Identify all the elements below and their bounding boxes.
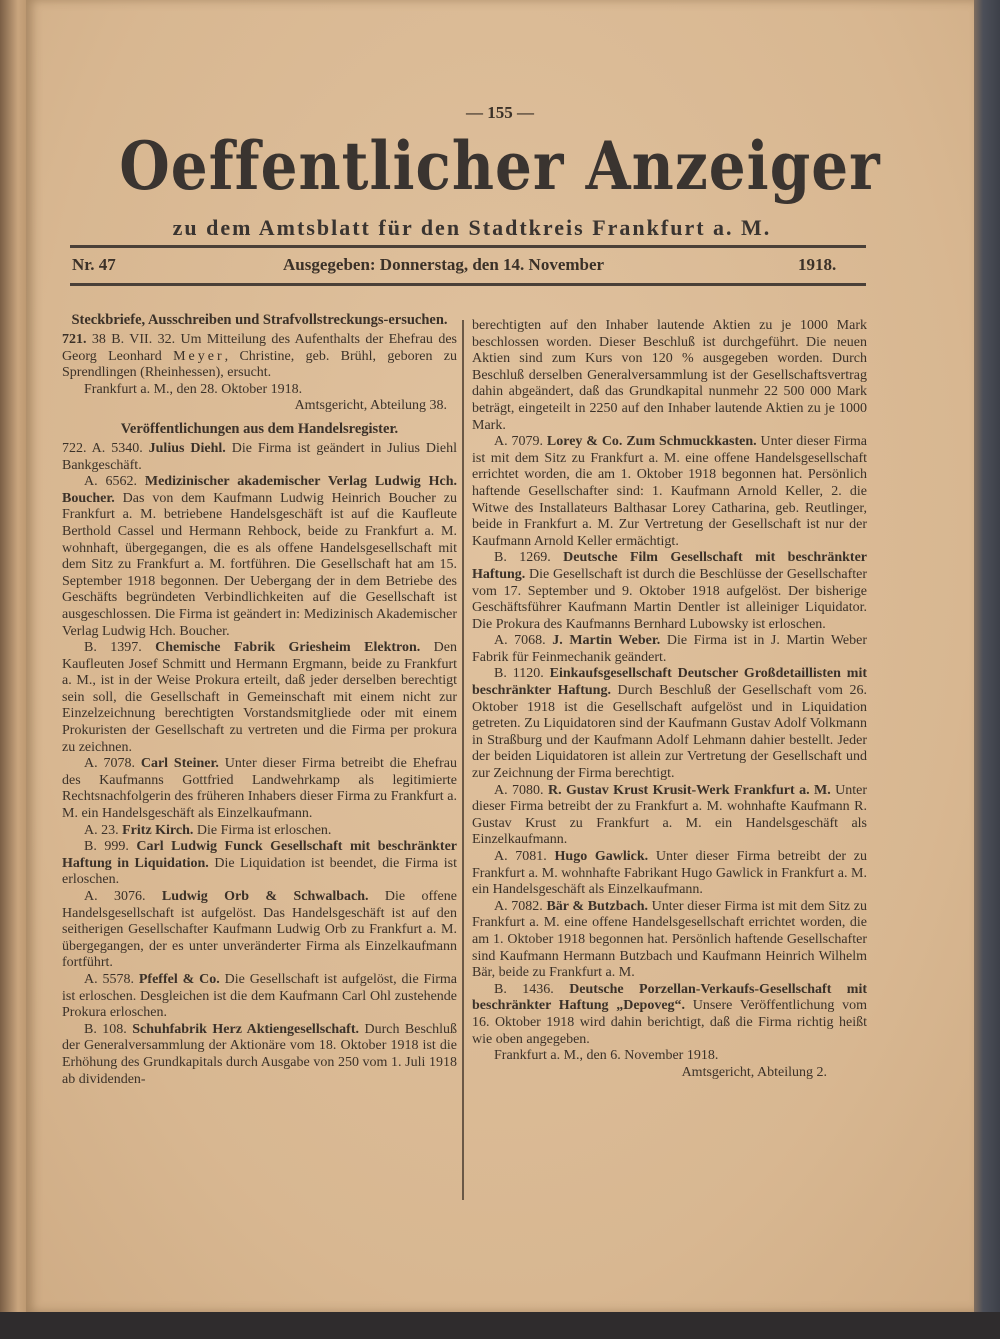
register-entries	[62, 441, 457, 1088]
entry-reference: A. 6562.	[84, 474, 137, 490]
notice-721	[62, 332, 457, 382]
entry-firm-name: J. Martin Weber.	[552, 633, 661, 649]
register-entry	[62, 756, 457, 822]
register-entry	[472, 550, 867, 633]
masthead-rule-bottom	[70, 283, 866, 286]
register-entry	[62, 474, 457, 640]
entry-firm-name: Fritz Kirch.	[122, 822, 194, 838]
entry-firm-name: Lorey & Co. Zum Schmuckkasten.	[546, 434, 757, 450]
entry-text: Unter dieser Firma ist mit dem Sitz zu Frankfurt a. M. eine offene Handelsgesellschaft errichtet worden, die am 1. Oktober 1918 begonnen hat. Persönlich haftende Gesellschafter sind Kaufmann Hermann Butzbach und Kaufmann Heinrich Wilhelm Bär, beide zu Frankfurt a. M.	[472, 898, 867, 981]
issue-number: Nr. 47	[72, 255, 116, 274]
entry-text: Die Firma ist in J. Martin Weber Fabrik für Feinmechanik geändert.	[472, 633, 868, 665]
entry-firm-name: Einkaufsgesellschaft Deutscher Großdetaillisten mit beschränkter Haftung.	[472, 666, 868, 699]
register-entry	[62, 839, 457, 889]
entry-reference: B. 1436.	[494, 981, 554, 997]
entry-reference: A. 7080.	[494, 782, 544, 798]
register-entry	[472, 633, 867, 666]
register-entry	[472, 849, 867, 899]
entry-text: , Christine, geb. Brühl, geboren zu Sprendlingen (Rheinhessen), ersucht.	[62, 348, 458, 381]
register-entry	[62, 889, 457, 972]
masthead-title: Oeffentlicher Anzeiger	[119, 126, 881, 206]
entry-text: Die Firma ist geändert in Julius Diehl Bankgeschäft.	[62, 440, 458, 473]
masthead-subtitle: zu dem Amtsblatt für den Stadtkreis Frankfurt a. M.	[172, 215, 772, 240]
court-signature: Amtsgericht, Abteilung 38.	[294, 398, 447, 414]
issue-year: 1918.	[798, 255, 837, 274]
entry-number: 721.	[62, 332, 87, 347]
place-date: Frankfurt a. M., den 6. November 1918.	[494, 1048, 719, 1064]
entry-reference: A. 7082.	[494, 898, 543, 914]
entry-reference: B. 1120.	[494, 666, 544, 682]
entry-firm-name: Medizinischer akademischer Verlag Ludwig Hch. Boucher.	[62, 474, 457, 506]
entry-firm-name: Julius Diehl.	[148, 440, 226, 456]
entry-reference: B. 1397.	[84, 640, 142, 656]
entry-text: Die Gesellschaft ist aufgelöst, die Firma ist erloschen. Desgleichen ist die dem Kaufmann Carl Ohl zustehende Prokura erloschen.	[62, 971, 457, 1021]
entry-reference: A. 5578.	[84, 971, 134, 987]
register-entry	[472, 899, 867, 982]
entry-text: Unsere Veröffentlichung vom 16. Oktober 1918 wird dahin berichtigt, daß die Firma richtig heißt wie oben angegeben.	[472, 998, 868, 1047]
section-heading-register: Veröffentlichungen aus dem Handelsregister.	[120, 420, 399, 437]
entry-firm-name: Ludwig Orb & Schwalbach.	[161, 889, 369, 904]
register-entry	[62, 1022, 457, 1088]
register-entry	[62, 640, 457, 756]
entry-text: Die Firma ist erloschen.	[196, 822, 332, 838]
entry-reference: A. 7081.	[494, 849, 547, 864]
entry-reference: B. 999.	[84, 839, 129, 855]
entry-text: Den Kaufleuten Josef Schmitt und Hermann Ergmann, beide zu Frankfurt a. M., ist in der Weise Prokura erteilt, daß jeder derselben berechtigt sein soll, die Gesellschaft in Gemeinschaft mit einem nicht zur Einzelzeichnung berechtigten Vorstandsmitgliede oder mit einem Prokuristen der Gesellschaft zu vertreten und die Firma per prokura zu zeichnen.	[62, 640, 457, 755]
section-heading-warrants: Steckbriefe, Ausschreiben und Strafvollstreckungs-ersuchen.	[71, 312, 448, 328]
entry-reference: A. 7078.	[84, 756, 135, 772]
entry-firm-name: Schuhfabrik Herz Aktiengesellschaft.	[132, 1021, 359, 1037]
page-number: — 155 —	[466, 103, 534, 122]
entry-text: Unter dieser Firma betreibt der zu Frankfurt a. M. wohnhafte Kaufmann R. Gustav Krust zu Frankfurt a. M. ein Handelsgeschäft als Einzelkaufmann.	[472, 782, 868, 848]
entry-firm-name: Hugo Gawlick.	[554, 849, 649, 864]
left-column	[62, 312, 457, 1088]
entry-reference: A. 3076.	[84, 889, 146, 904]
register-entry	[62, 441, 457, 474]
register-entry	[472, 666, 867, 782]
entry-text: Die Gesellschaft ist durch die Beschlüsse der Gesellschafter vom 17. September und 9. Oktober 1918 aufgelöst. Der bisherige Geschäftsführer Kaufmann Martin Dentler ist alleiniger Liquidator. Die Prokura des Kaufmanns Bernhard Lubowsky ist erloschen.	[472, 566, 868, 632]
entry-firm-name: R. Gustav Krust Krusit-Werk Frankfurt a. M.	[547, 782, 831, 798]
continuation-text: berechtigten auf den Inhaber lautende Aktien zu je 1000 Mark beschlossen worden. Dieser Beschluß ist durchgeführt. Die neuen Aktien sind zum Kurs von 120 % ausgegeben worden. Durch Beschluß derselben Generalversammlung ist der Gesellschaftsvertrag dahin abgeändert, daß das Grundkapital nunmehr 22 500 000 Mark beträgt, eingeteilt in 2250 auf den Inhaber lautende Aktien zu je 1000 Mark.	[472, 318, 867, 433]
register-entry	[62, 972, 457, 1022]
court-signature: Amtsgericht, Abteilung 2.	[681, 1064, 827, 1080]
entry-reference: A. 7068.	[494, 633, 546, 649]
entry-text: Unter dieser Firma betreibt der zu Frankfurt a. M. wohnhafte Fabrikant Hugo Gawlick in Frankfurt a. M. ein Handelsgeschäft als Einzelkaufmann.	[472, 849, 867, 898]
entry-text: Durch Beschluß der Gesellschaft vom 26. Oktober 1918 ist die Gesellschaft aufgelöst und in Liquidation getreten. Zu Liquidatoren sind der Kaufmann Gustav Adolf Volkmann in Straßburg und der Kaufmann Adolf Lehmann dahier bestellt. Jeder der beiden Liquidatoren ist allein zur Vertretung der Gesellschaft und zur Zeichnung der Firma berechtigt.	[472, 683, 868, 782]
entry-reference: 38 B. VII. 32.	[91, 332, 176, 347]
entry-firm-name: Bär & Butzbach.	[546, 898, 648, 914]
entry-firm-name: Deutsche Film Gesellschaft mit beschränkter Haftung.	[472, 550, 867, 582]
column-divider	[462, 320, 464, 1200]
entry-firm-name: Carl Ludwig Funck Gesellschaft mit beschränkter Haftung in Liquidation.	[62, 839, 458, 871]
place-date: Frankfurt a. M., den 28. Oktober 1918.	[84, 381, 303, 397]
entry-text: Die Liquidation ist beendet, die Firma ist erloschen.	[62, 855, 457, 888]
masthead-rule-top	[70, 245, 866, 248]
entry-reference: A. 23.	[84, 822, 119, 838]
entry-reference: B. 108.	[84, 1021, 127, 1037]
register-entries	[472, 434, 867, 1048]
register-entry	[472, 982, 867, 1048]
register-entry	[62, 823, 457, 840]
entry-text: Die offene Handelsgesellschaft ist aufgelöst. Das Handelsgeschäft ist auf den seitherigen Gesellschafter Kaufmann Ludwig Orb zu Frankfurt a. M. übergegangen, der es unter unveränderter Firma als Einzelkaufmann fortführt.	[62, 889, 457, 971]
entry-firm-name: Deutsche Porzellan-Verkaufs-Gesellschaft mit beschränkter Haftung „Depoveg“.	[472, 981, 868, 1014]
entry-firm-name: Pfeffel & Co.	[138, 971, 220, 987]
entry-text: Unter dieser Firma betreibt die Ehefrau des Kaufmanns Gottfried Landwehrkamp als legitimierte Rechtsnachfolgerin des früheren Inhabers dieser Firma zu Frankfurt a. M. ein Handelsgeschäft als Einzelkaufmann.	[62, 756, 458, 822]
book-cover-bottom	[0, 1312, 1000, 1339]
register-entry	[472, 783, 867, 849]
entry-text: Unter dieser Firma ist mit dem Sitz zu Frankfurt a. M. eine offene Handelsgesellschaft errichtet worden, die am 1. Oktober 1918 begonnen hat. Persönlich haftende Gesellschafter sind: 1. Kaufmann Arnold Keller, 2. die Witwe des Installateurs Balthasar Lorey Catharina, geb. Reutlinger, beide in Frankfurt a. M. Zur Vertretung der Gesellschaft ist nur der Kaufmann Arnold Keller ermächtigt.	[472, 434, 868, 549]
entry-reference: B. 1269.	[494, 550, 551, 566]
entry-text: Das von dem Kaufmann Ludwig Heinrich Boucher zu Frankfurt a. M. betriebene Handelsgeschäft ist auf die Kaufleute Berthold Cassel und Hermann Rehbock, beide zu Frankfurt a. M. wohnhaft, übergegangen, die es als offene Handelsgesellschaft mit dem Sitz zu Frankfurt a. M. fortführen. Die Gesellschaft hat am 15. September 1918 begonnen. Der Uebergang der in dem Betriebe des Geschäfts begründeten Verbindlichkeiten auf die Gesellschaft ist ausgeschlossen. Die Firma ist geändert in: Medizinisch Akademischer Verlag Ludwig Hch. Boucher.	[62, 490, 458, 639]
entry-reference: A. 7079.	[494, 434, 543, 450]
entry-firm-name: Chemische Fabrik Griesheim Elektron.	[155, 640, 421, 656]
register-entry	[472, 434, 867, 550]
entry-text: Durch Beschluß der Generalversammlung der Aktionäre vom 18. Oktober 1918 ist die Erhöhung des Grundkapitals durch Ausgabe von 250 vom 1. Juli 1918 ab dividenden-	[62, 1021, 457, 1087]
entry-name: Meyer	[173, 348, 225, 364]
right-column	[472, 318, 867, 1081]
entry-text: Um Mitteilung des Aufenthalts der Ehefrau des Georg Leonhard	[62, 332, 457, 364]
entry-firm-name: Carl Steiner.	[140, 756, 219, 772]
issue-date: Ausgegeben: Donnerstag, den 14. November	[283, 255, 605, 274]
entry-reference: 722. A. 5340.	[62, 440, 143, 456]
